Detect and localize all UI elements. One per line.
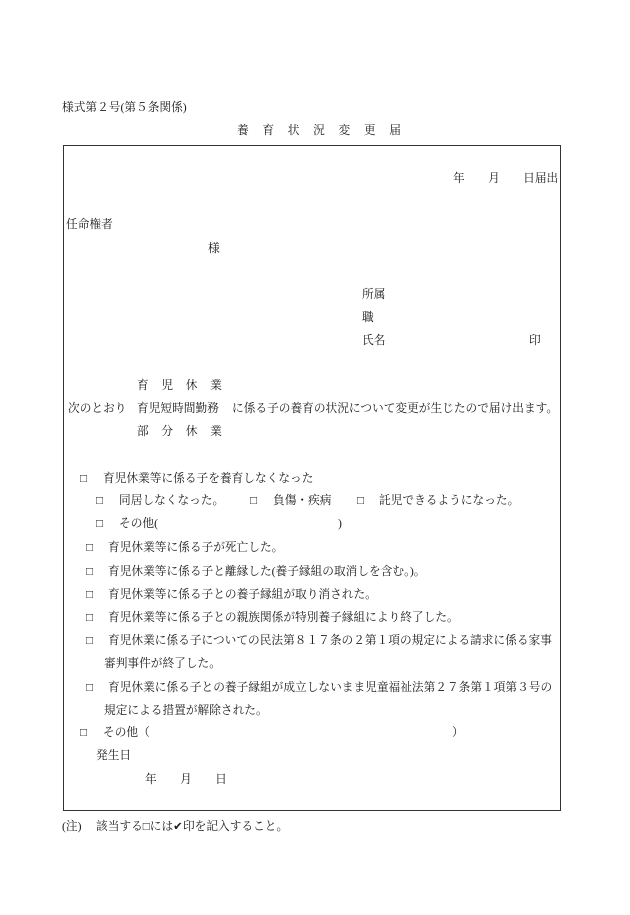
other-close-paren: ） <box>452 726 464 739</box>
sub-reason-other-label: その他( <box>119 517 158 530</box>
checkbox: □ <box>86 681 94 694</box>
sub-reason-label: 託児できるようになった。 <box>379 494 520 507</box>
checkbox: □ <box>250 494 258 507</box>
change-reason-label: 育児休業に係る子についての民法第８１７条の２第１項の規定による請求に係る家事 <box>108 634 552 647</box>
change-reason-label-continued: 審判事件が終了した。 <box>104 657 221 670</box>
appointing-authority-label: 任命権者 <box>66 218 113 231</box>
form-title: 養 育 状 況 変 更 届 <box>237 124 402 137</box>
change-reason-label: 育児休業等に係る子を養育しなくなった <box>103 472 314 485</box>
statement-suffix: に係る子の養育の状況について変更が生じたので届け出ます。 <box>232 402 559 415</box>
checkbox: □ <box>86 611 94 624</box>
checkbox: □ <box>86 634 94 647</box>
checkbox: □ <box>86 541 94 554</box>
statement-prefix: 次のとおり <box>68 402 127 415</box>
honorific-sama: 様 <box>208 242 220 255</box>
form-number-label: 様式第２号(第５条関係) <box>62 101 187 114</box>
note-prefix: (注) <box>62 820 82 833</box>
checkbox: □ <box>96 494 104 507</box>
position-label: 職 <box>362 311 374 324</box>
change-reason-label: 育児休業等に係る子と離縁した(養子縁組の取消しを含む。)。 <box>108 565 426 578</box>
name-label: 氏名 <box>362 334 386 347</box>
note-text: 該当する□には✔印を記入すること。 <box>96 820 289 833</box>
checkbox: □ <box>80 472 88 485</box>
checkbox: □ <box>357 494 365 507</box>
checkbox: □ <box>80 726 88 739</box>
affiliation-label: 所属 <box>362 288 386 301</box>
submission-date: 年 月 日届出 <box>453 172 559 185</box>
other-close-paren: ) <box>338 517 342 530</box>
sub-reason-label: 負傷・疾病 <box>273 494 332 507</box>
change-reason-other-label: その他（ <box>103 726 150 739</box>
change-reason-label-continued: 規定による措置が解除された。 <box>104 704 268 717</box>
occurrence-date-label: 発生日 <box>96 749 132 762</box>
statement-option-partial-leave: 部 分 休 業 <box>137 425 223 438</box>
statement-option-short-hours: 育児短時間勤務 <box>137 402 219 415</box>
change-reason-label: 育児休業等に係る子との養子縁組が取り消された。 <box>108 588 377 601</box>
checkbox: □ <box>86 565 94 578</box>
statement-option-childcare-leave: 育 児 休 業 <box>137 379 223 392</box>
checkbox: □ <box>96 517 104 530</box>
seal-label: 印 <box>529 334 541 347</box>
checkbox: □ <box>86 588 94 601</box>
change-reason-label: 育児休業に係る子との養子縁組が成立しないまま児童福祉法第２７条第１項第３号の <box>108 681 553 694</box>
sub-reason-label: 同居しなくなった。 <box>119 494 225 507</box>
occurrence-date: 年 月 日 <box>145 773 227 786</box>
change-reason-label: 育児休業等に係る子が死亡した。 <box>108 541 284 554</box>
change-reason-label: 育児休業等に係る子との親族関係が特別養子縁組により終了した。 <box>108 611 459 624</box>
